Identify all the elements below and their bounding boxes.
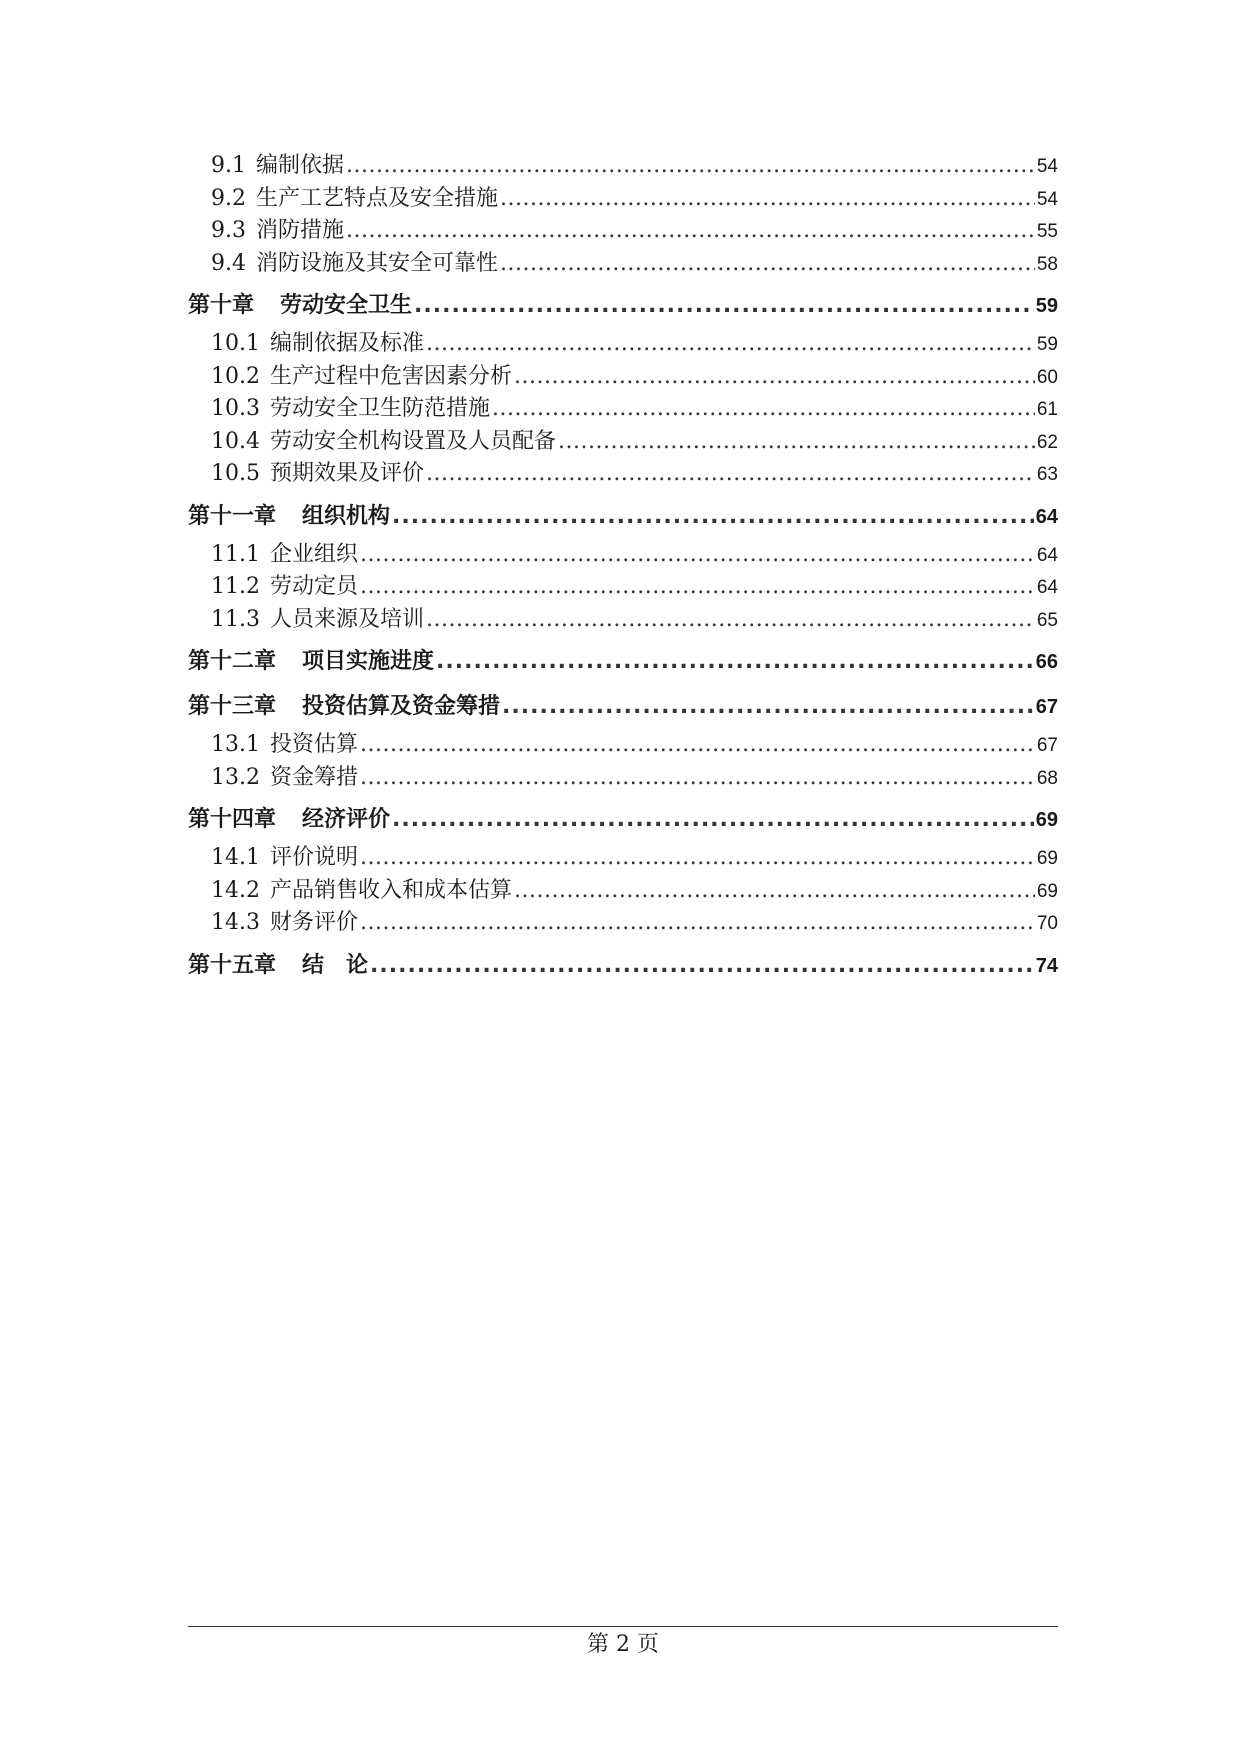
toc-section-entry[interactable] (188, 571, 1058, 604)
toc-dot-leader (436, 639, 1034, 684)
toc-section-entry[interactable] (188, 875, 1058, 908)
toc-dot-leader (426, 328, 1035, 361)
toc-entry-number: 11.1 (211, 541, 260, 567)
footer-divider (188, 1626, 1058, 1627)
toc-entry-title: 劳动安全机构设置及人员配备 (269, 428, 556, 454)
toc-entry-title: 编制依据 (256, 153, 345, 178)
toc-chapter-entry[interactable] (188, 943, 1058, 988)
page-number-footer: 第 2 页 (587, 1632, 659, 1657)
toc-dot-leader (502, 684, 1034, 729)
toc-dot-leader (346, 215, 1035, 248)
toc-dot-leader (360, 729, 1035, 762)
toc-dot-leader (370, 943, 1034, 988)
toc-entry-page: 54 (1036, 156, 1058, 177)
toc-dot-leader (346, 150, 1035, 183)
toc-chapter-entry[interactable] (188, 639, 1058, 684)
toc-entry-title: 结 论 (302, 952, 369, 978)
toc-entry-page: 67 (1035, 696, 1058, 718)
toc-entry-page: 68 (1036, 767, 1058, 789)
toc-section-entry[interactable] (188, 183, 1058, 216)
toc-entry-page: 60 (1036, 366, 1058, 388)
table-of-contents (188, 150, 1058, 988)
toc-section-entry[interactable] (188, 361, 1058, 394)
toc-entry-number: 第十二章 (188, 649, 277, 674)
toc-entry-number: 10.1 (211, 331, 260, 356)
toc-section-entry[interactable] (188, 150, 1058, 183)
toc-entry-title: 劳动定员 (269, 574, 358, 599)
toc-dot-leader (392, 494, 1034, 539)
toc-entry-page: 67 (1036, 735, 1058, 756)
toc-dot-leader (360, 539, 1035, 572)
toc-section-entry[interactable] (188, 458, 1058, 491)
toc-entry-title: 劳动安全卫生 (280, 293, 413, 318)
toc-entry-page: 61 (1036, 399, 1058, 420)
toc-entry-title: 项目实施进度 (302, 649, 435, 674)
toc-entry-page: 63 (1036, 464, 1058, 485)
toc-entry-title: 消防措施 (256, 218, 345, 243)
toc-entry-number: 13.1 (211, 732, 260, 757)
toc-entry-number: 11.2 (211, 574, 260, 599)
toc-entry-title: 投资估算及资金筹措 (302, 694, 501, 719)
toc-entry-title: 产品销售收入和成本估算 (269, 877, 512, 903)
toc-entry-number: 9.3 (211, 218, 246, 243)
toc-entry-title: 企业组织 (269, 541, 358, 567)
toc-section-entry[interactable] (188, 907, 1058, 940)
toc-entry-number: 第十章 (188, 293, 255, 318)
toc-entry-page: 62 (1036, 431, 1058, 453)
toc-dot-leader (360, 571, 1035, 604)
toc-entry-page: 69 (1036, 880, 1058, 902)
toc-section-entry[interactable] (188, 248, 1058, 281)
toc-chapter-entry[interactable] (188, 283, 1058, 328)
toc-entry-number: 第十一章 (188, 503, 277, 529)
toc-chapter-entry[interactable] (188, 494, 1058, 539)
toc-entry-title: 消防设施及其安全可靠性 (256, 250, 499, 276)
toc-entry-number: 10.4 (211, 428, 260, 454)
toc-entry-title: 劳动安全卫生防范措施 (269, 396, 490, 421)
toc-entry-page: 54 (1036, 188, 1058, 210)
toc-dot-leader (500, 183, 1035, 216)
toc-entry-number: 10.5 (211, 461, 260, 486)
toc-entry-title: 投资估算 (269, 732, 358, 757)
toc-chapter-entry[interactable] (188, 797, 1058, 842)
toc-entry-title: 经济评价 (302, 807, 391, 832)
toc-section-entry[interactable] (188, 328, 1058, 361)
toc-entry-page: 64 (1035, 505, 1058, 528)
toc-entry-page: 69 (1035, 809, 1058, 831)
toc-entry-number: 10.3 (211, 396, 260, 421)
toc-entry-page: 65 (1036, 609, 1058, 631)
toc-entry-number: 第十四章 (188, 807, 277, 832)
toc-entry-page: 64 (1036, 577, 1058, 598)
toc-entry-title: 评价说明 (269, 845, 358, 870)
toc-dot-leader (514, 875, 1035, 908)
toc-entry-title: 编制依据及标准 (269, 331, 424, 356)
toc-dot-leader (392, 797, 1034, 842)
toc-entry-title: 资金筹措 (269, 764, 358, 790)
toc-dot-leader (500, 248, 1035, 281)
toc-entry-title: 人员来源及培训 (269, 606, 424, 632)
toc-section-entry[interactable] (188, 842, 1058, 875)
toc-entry-number: 第十三章 (188, 694, 277, 719)
toc-dot-leader (558, 426, 1035, 459)
toc-entry-page: 69 (1036, 848, 1058, 869)
toc-entry-title: 财务评价 (269, 910, 358, 935)
toc-dot-leader (426, 604, 1035, 637)
toc-entry-title: 预期效果及评价 (269, 461, 424, 486)
toc-chapter-entry[interactable] (188, 684, 1058, 729)
toc-entry-number: 10.2 (211, 363, 260, 389)
toc-entry-number: 14.1 (211, 845, 260, 870)
toc-entry-page: 70 (1036, 913, 1058, 934)
toc-entry-page: 66 (1035, 651, 1058, 673)
toc-entry-page: 59 (1036, 334, 1058, 355)
toc-dot-leader (360, 762, 1035, 795)
toc-dot-leader (514, 361, 1035, 394)
toc-entry-page: 59 (1035, 295, 1058, 317)
toc-entry-page: 55 (1036, 221, 1058, 242)
toc-section-entry[interactable] (188, 729, 1058, 762)
toc-section-entry[interactable] (188, 762, 1058, 795)
toc-entry-number: 第十五章 (188, 952, 277, 978)
toc-entry-number: 11.3 (211, 606, 260, 632)
toc-section-entry[interactable] (188, 604, 1058, 637)
toc-entry-number: 13.2 (211, 764, 260, 790)
toc-dot-leader (492, 393, 1035, 426)
toc-entry-number: 9.2 (211, 185, 246, 211)
toc-section-entry[interactable] (188, 539, 1058, 572)
toc-entry-number: 9.1 (211, 153, 246, 178)
toc-entry-number: 14.2 (211, 877, 260, 903)
toc-entry-page: 58 (1036, 253, 1058, 275)
toc-entry-title: 生产过程中危害因素分析 (269, 363, 512, 389)
toc-dot-leader (426, 458, 1035, 491)
toc-section-entry[interactable] (188, 215, 1058, 248)
toc-entry-title: 生产工艺特点及安全措施 (256, 185, 499, 211)
toc-entry-number: 14.3 (211, 910, 260, 935)
toc-section-entry[interactable] (188, 393, 1058, 426)
toc-dot-leader (360, 907, 1035, 940)
toc-entry-page: 64 (1036, 544, 1058, 566)
toc-entry-number: 9.4 (211, 250, 246, 276)
toc-section-entry[interactable] (188, 426, 1058, 459)
toc-entry-page: 74 (1035, 954, 1058, 977)
toc-dot-leader (414, 283, 1034, 328)
toc-dot-leader (360, 842, 1035, 875)
toc-entry-title: 组织机构 (302, 503, 391, 529)
